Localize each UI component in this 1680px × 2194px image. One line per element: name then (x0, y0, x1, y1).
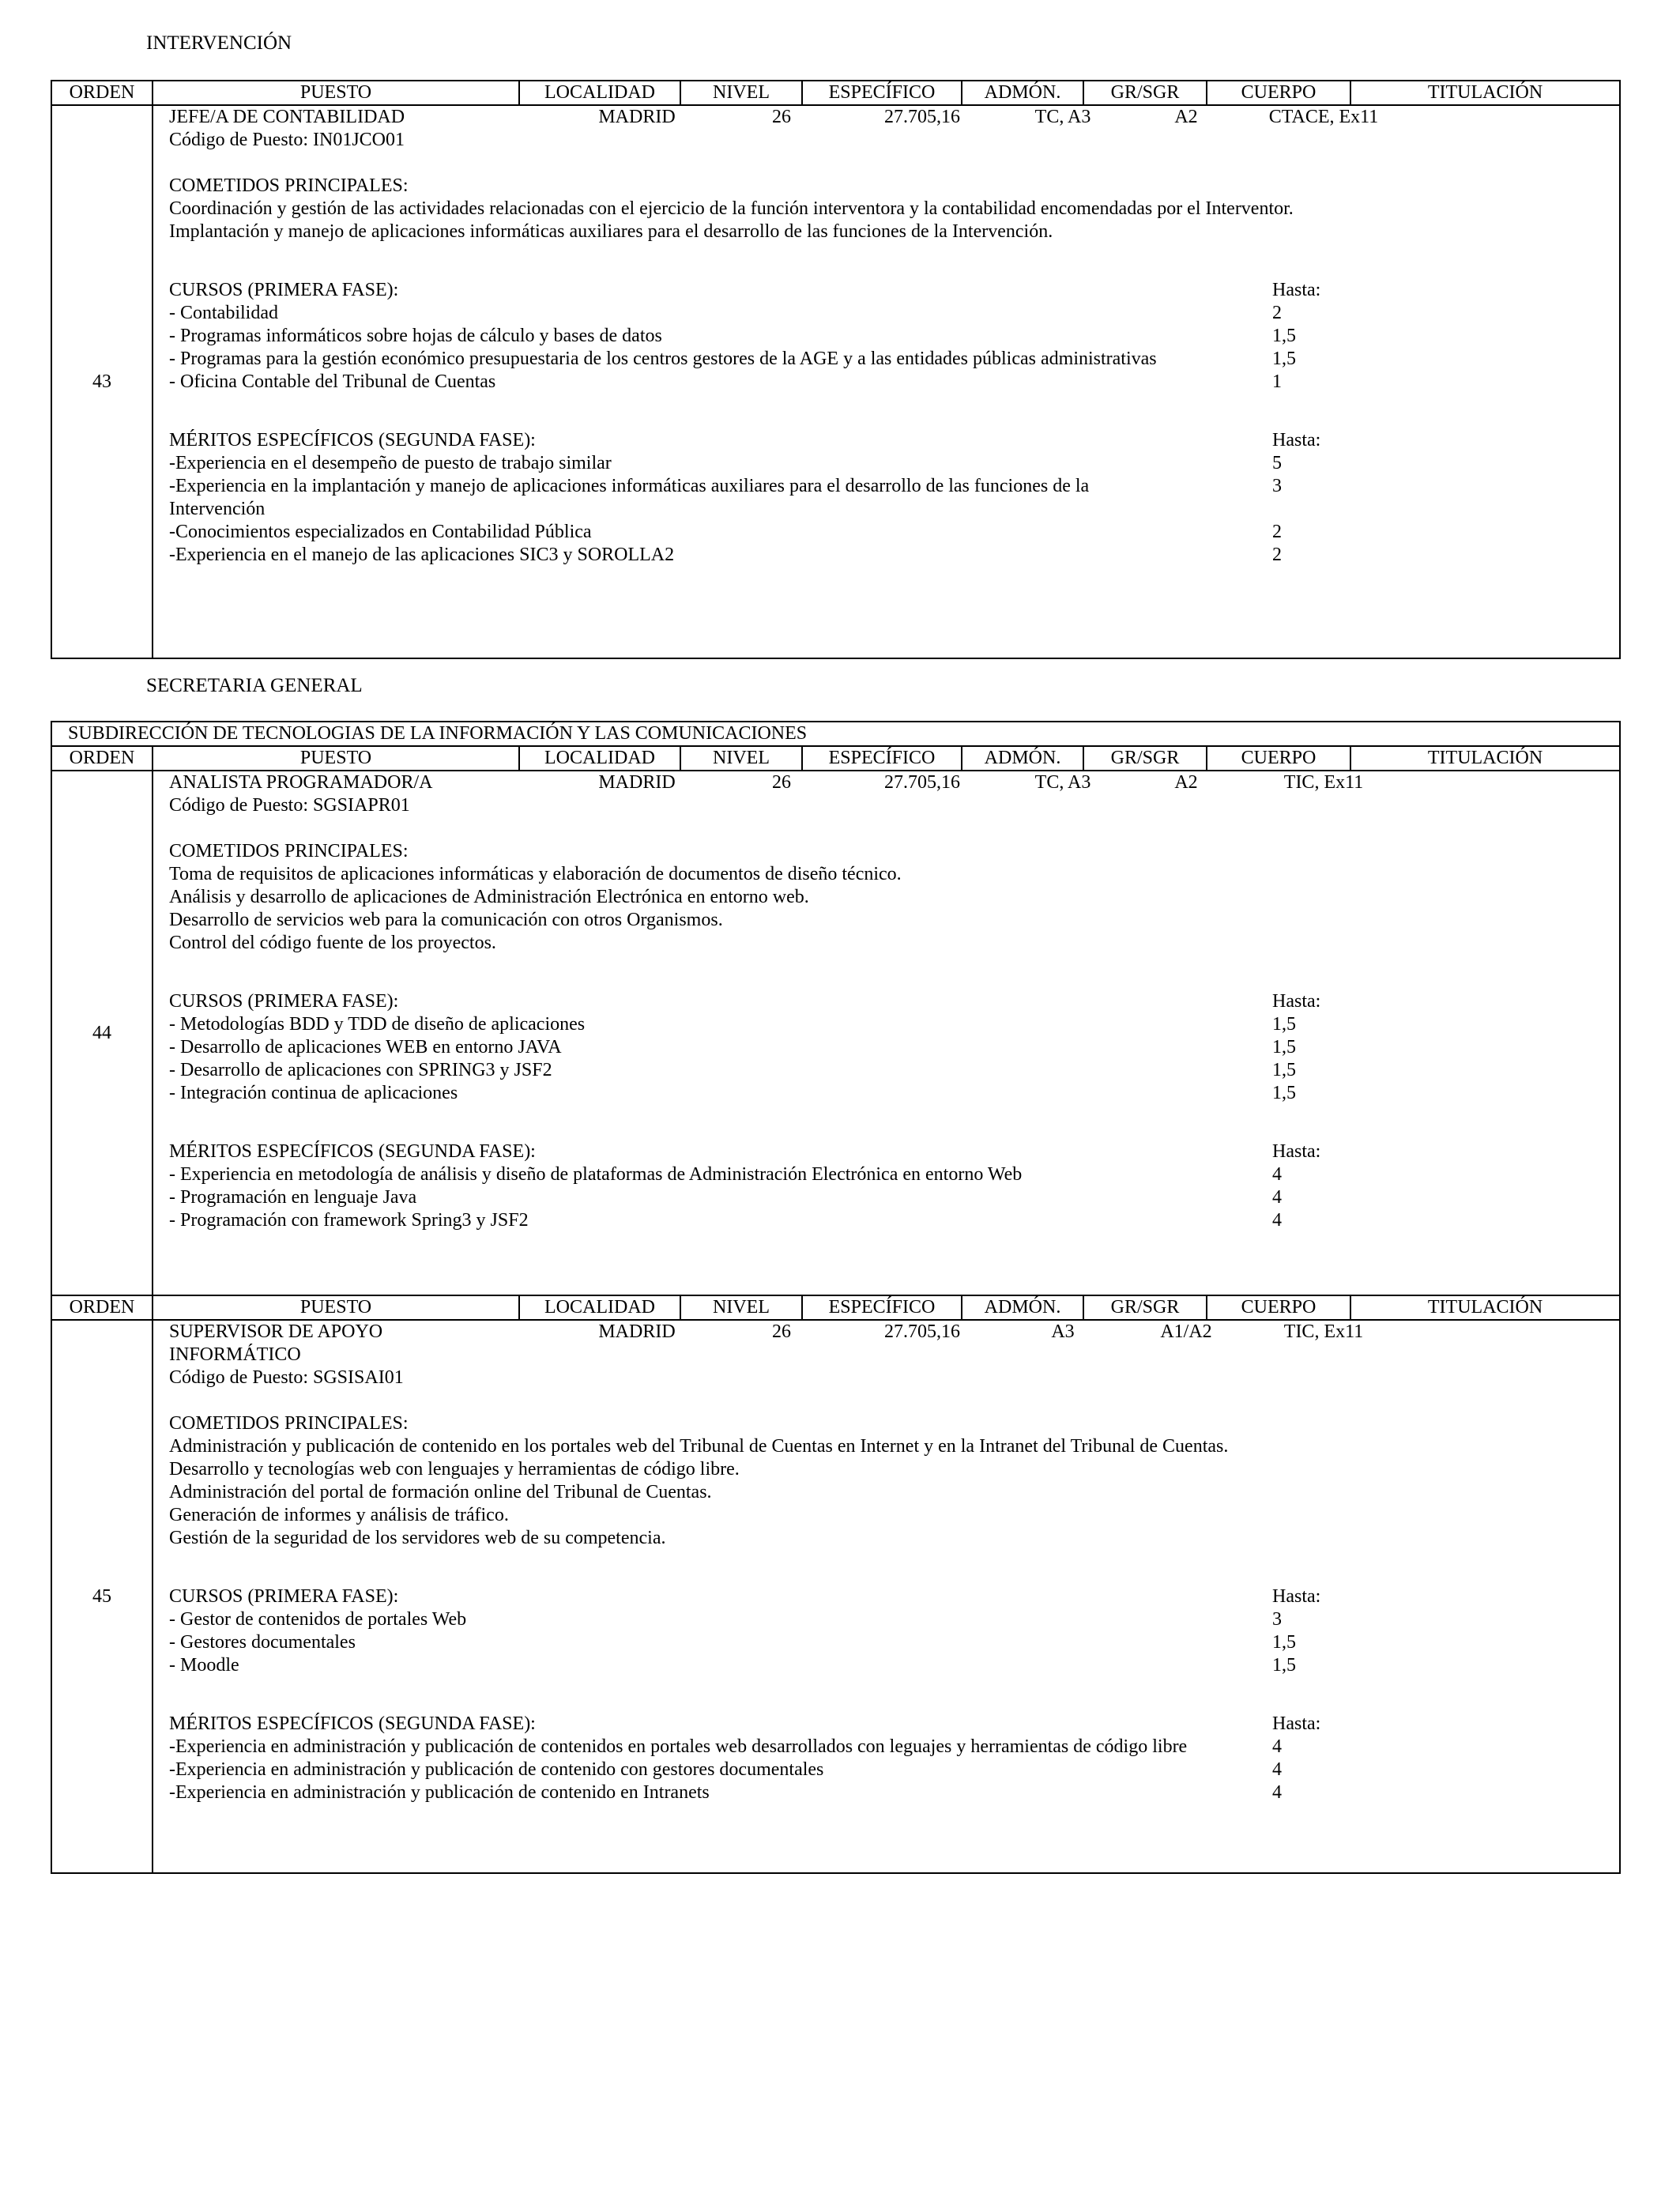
localidad-value: MADRID (598, 772, 676, 793)
nivel-value: 26 (772, 1321, 791, 1342)
cuerpo-value: CTACE, Ex11 (1268, 107, 1379, 127)
cometido-item: Coordinación y gestión de las actividades relacionadas con el ejercicio de la función interventora y la contabilidad encomendadas por el Interventor. (169, 198, 1294, 219)
cometidos-label: COMETIDOS PRINCIPALES: (169, 175, 409, 196)
position-body (153, 105, 1620, 658)
merito-item: -Experiencia en el desempeño de puesto de trabajo similar 5 (169, 453, 1282, 473)
hasta-label: Hasta: (1272, 1141, 1321, 1162)
header-gr-sgr: GR/SGR (1083, 81, 1207, 105)
curso-item: - Contabilidad 2 (169, 303, 1282, 323)
header-admon: ADMÓN. (962, 746, 1083, 771)
position-summary (169, 771, 1619, 794)
header-titulacion: TITULACIÓN (1350, 746, 1620, 771)
header-row (51, 746, 1620, 771)
header-localidad: LOCALIDAD (519, 1295, 680, 1320)
header-localidad: LOCALIDAD (519, 746, 680, 771)
section-title-secretaria: SECRETARIA GENERAL (146, 675, 363, 696)
curso-item: - Metodologías BDD y TDD de diseño de aplicaciones 1,5 (169, 1014, 1296, 1035)
header-nivel: NIVEL (680, 81, 802, 105)
meritos-label: MÉRITOS ESPECÍFICOS (SEGUNDA FASE): (169, 1713, 536, 1734)
curso-item: - Desarrollo de aplicaciones con SPRING3 y JSF2 1,5 (169, 1060, 1296, 1080)
nivel-value: 26 (772, 772, 791, 793)
especifico-value: 27.705,16 (884, 772, 960, 793)
hasta-label: Hasta: (1272, 1586, 1321, 1607)
especifico-value: 27.705,16 (884, 1321, 960, 1342)
codigo-puesto: Código de Puesto: SGSIAPR01 (169, 795, 410, 816)
puesto-name: ANALISTA PROGRAMADOR/A (169, 772, 433, 793)
header-gr-sgr: GR/SGR (1083, 746, 1207, 771)
header-localidad: LOCALIDAD (519, 81, 680, 105)
cometido-item: Desarrollo y tecnologías web con lenguajes y herramientas de código libre. (169, 1459, 740, 1480)
cuerpo-value: TIC, Ex11 (1283, 772, 1364, 793)
curso-item: - Gestores documentales 1,5 (169, 1632, 1296, 1653)
orden-cell: 43 (51, 105, 153, 658)
merito-item: - Experiencia en metodología de análisis y diseño de plataformas de Administración Electrónica en entorno Web 4 (169, 1164, 1282, 1185)
curso-item: - Gestor de contenidos de portales Web 3 (169, 1609, 1282, 1630)
puesto-name: JEFE/A DE CONTABILIDAD (169, 107, 405, 127)
position-summary (169, 106, 1619, 129)
merito-item: -Experiencia en el manejo de las aplicaciones SIC3 y SOROLLA2 2 (169, 545, 1282, 565)
position-summary (169, 1321, 1619, 1344)
admon-value: A3 (1051, 1321, 1075, 1342)
cursos-label: CURSOS (PRIMERA FASE): (169, 280, 399, 300)
header-orden: ORDEN (51, 746, 153, 771)
position-row-43 (51, 105, 1620, 658)
header-especifico: ESPECÍFICO (802, 81, 962, 105)
header-gr-sgr: GR/SGR (1083, 1295, 1207, 1320)
header-cuerpo: CUERPO (1207, 746, 1350, 771)
cometido-item: Toma de requisitos de aplicaciones informáticas y elaboración de documentos de diseño técnico. (169, 864, 902, 884)
table-secretaria (51, 721, 1621, 1874)
codigo-puesto: Código de Puesto: IN01JCO01 (169, 130, 405, 150)
merito-item: -Experiencia en administración y publicación de contenido con gestores documentales 4 (169, 1759, 1282, 1780)
cometido-item: Generación de informes y análisis de tráfico. (169, 1505, 509, 1525)
position-body (153, 771, 1620, 1295)
merito-item: -Experiencia en administración y publicación de contenidos en portales web desarrollados con leguajes y herramientas de código libre 4 (169, 1736, 1282, 1757)
cometido-item: Control del código fuente de los proyectos. (169, 933, 496, 953)
meritos-label: MÉRITOS ESPECÍFICOS (SEGUNDA FASE): (169, 430, 536, 450)
localidad-value: MADRID (598, 107, 676, 127)
merito-item: - Programación con framework Spring3 y JSF2 4 (169, 1210, 1282, 1231)
header-especifico: ESPECÍFICO (802, 1295, 962, 1320)
cometido-item: Administración del portal de formación online del Tribunal de Cuentas. (169, 1482, 712, 1502)
header-admon: ADMÓN. (962, 81, 1083, 105)
position-body (153, 1320, 1620, 1873)
header-puesto: PUESTO (153, 1295, 519, 1320)
header-especifico: ESPECÍFICO (802, 746, 962, 771)
header-titulacion: TITULACIÓN (1350, 81, 1620, 105)
cometido-item: Gestión de la seguridad de los servidores web de su competencia. (169, 1528, 666, 1548)
header-row (51, 81, 1620, 105)
nivel-value: 26 (772, 107, 791, 127)
merito-item: - Programación en lenguaje Java 4 (169, 1187, 1282, 1208)
curso-item: - Desarrollo de aplicaciones WEB en entorno JAVA 1,5 (169, 1037, 1296, 1057)
cursos-label: CURSOS (PRIMERA FASE): (169, 1586, 399, 1607)
localidad-value: MADRID (598, 1321, 676, 1342)
merito-item: -Experiencia en administración y publicación de contenido en Intranets 4 (169, 1782, 1282, 1803)
header-titulacion: TITULACIÓN (1350, 1295, 1620, 1320)
orden-cell: 44 (51, 771, 153, 1295)
curso-item: - Oficina Contable del Tribunal de Cuentas 1 (169, 371, 1282, 392)
cometido-item: Análisis y desarrollo de aplicaciones de Administración Electrónica en entorno web. (169, 887, 809, 907)
header-orden: ORDEN (51, 81, 153, 105)
gr-sgr-value: A1/A2 (1160, 1321, 1212, 1342)
position-row-45 (51, 1320, 1620, 1873)
hasta-label: Hasta: (1272, 280, 1321, 300)
curso-item: - Integración continua de aplicaciones 1,5 (169, 1083, 1296, 1103)
curso-item: - Programas informáticos sobre hojas de cálculo y bases de datos 1,5 (169, 326, 1296, 346)
cuerpo-value: TIC, Ex11 (1283, 1321, 1364, 1342)
gr-sgr-value: A2 (1174, 772, 1198, 793)
hasta-label: Hasta: (1272, 1713, 1321, 1734)
codigo-puesto: Código de Puesto: SGSISAI01 (169, 1367, 404, 1388)
header-puesto: PUESTO (153, 746, 519, 771)
header-nivel: NIVEL (680, 1295, 802, 1320)
gr-sgr-value: A2 (1174, 107, 1198, 127)
orden-cell: 45 (51, 1320, 153, 1873)
table-intervencion (51, 80, 1621, 659)
curso-item: - Moodle 1,5 (169, 1655, 1296, 1676)
puesto-name: SUPERVISOR DE APOYO (169, 1321, 383, 1342)
header-orden: ORDEN (51, 1295, 153, 1320)
header-row (51, 1295, 1620, 1320)
especifico-value: 27.705,16 (884, 107, 960, 127)
header-nivel: NIVEL (680, 746, 802, 771)
hasta-label: Hasta: (1272, 991, 1321, 1012)
header-admon: ADMÓN. (962, 1295, 1083, 1320)
cometido-item: Administración y publicación de contenido en los portales web del Tribunal de Cuentas en Internet y en la Intranet del Tribunal de Cuentas. (169, 1436, 1229, 1457)
admon-value: TC, A3 (1034, 107, 1091, 127)
merito-item: -Conocimientos especializados en Contabilidad Pública 2 (169, 522, 1282, 542)
header-cuerpo: CUERPO (1207, 1295, 1350, 1320)
merito-item: -Experiencia en la implantación y manejo de aplicaciones informáticas auxiliares para el desarrollo de las funciones de la Intervención 3 (169, 476, 1282, 519)
cometido-item: Implantación y manejo de aplicaciones informáticas auxiliares para el desarrollo de las funciones de la Intervención. (169, 221, 1053, 242)
header-cuerpo: CUERPO (1207, 81, 1350, 105)
hasta-label: Hasta: (1272, 430, 1321, 450)
position-row-44 (51, 771, 1620, 1295)
cometidos-label: COMETIDOS PRINCIPALES: (169, 841, 409, 861)
meritos-label: MÉRITOS ESPECÍFICOS (SEGUNDA FASE): (169, 1141, 536, 1162)
header-puesto: PUESTO (153, 81, 519, 105)
cometidos-label: COMETIDOS PRINCIPALES: (169, 1413, 409, 1434)
curso-item: - Programas para la gestión económico presupuestaria de los centros gestores de la AGE y a las entidades públicas administrativas 1,5 (169, 349, 1296, 369)
cursos-label: CURSOS (PRIMERA FASE): (169, 991, 399, 1012)
subdireccion-title: SUBDIRECCIÓN DE TECNOLOGIAS DE LA INFORMACIÓN Y LAS COMUNICACIONES (51, 722, 1620, 746)
section-title-intervencion: INTERVENCIÓN (146, 32, 292, 54)
cometido-item: Desarrollo de servicios web para la comunicación con otros Organismos. (169, 910, 723, 930)
puesto-name-cont: INFORMÁTICO (169, 1344, 301, 1365)
admon-value: TC, A3 (1034, 772, 1091, 793)
